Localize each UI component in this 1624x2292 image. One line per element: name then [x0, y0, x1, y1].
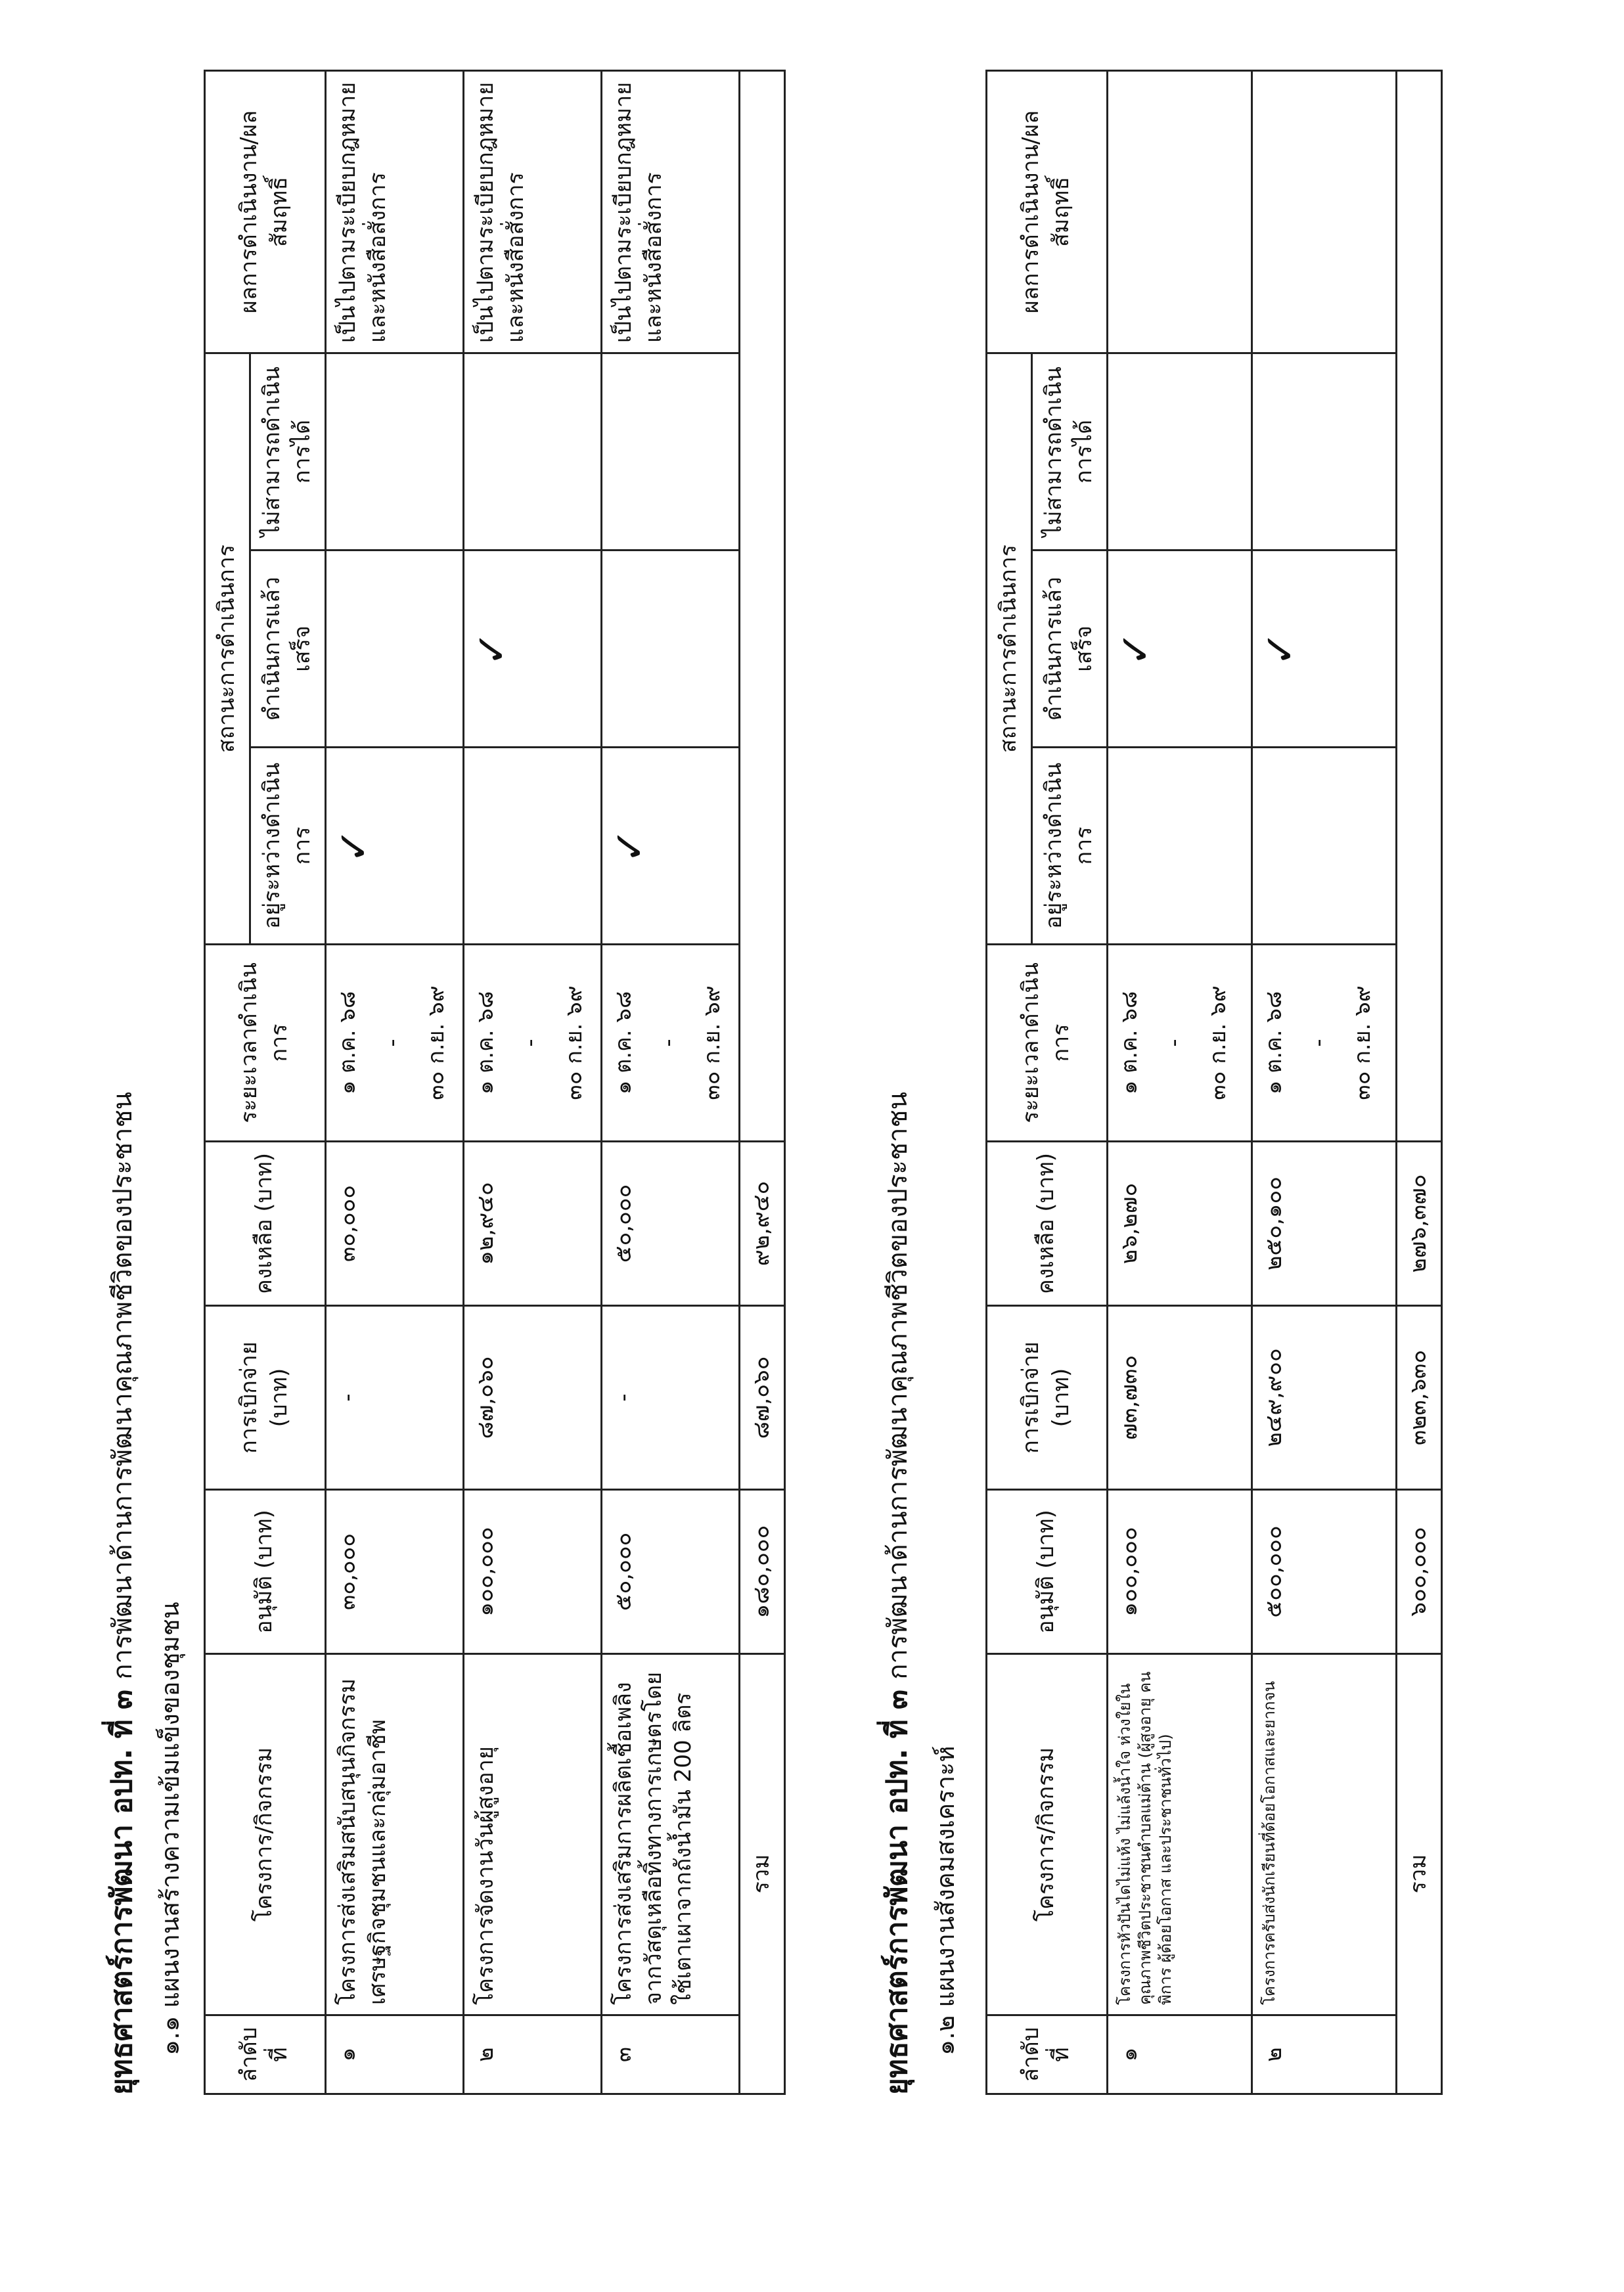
section2-heading	[874, 1092, 965, 2095]
header-remain: คงเหลือ (บาท)	[205, 1142, 326, 1306]
header-no: ลำดับที่	[205, 2015, 326, 2094]
total-spent: ๘๗,๐๖๐	[739, 1306, 784, 1490]
row-period	[601, 945, 739, 1142]
total-label: รวม	[1396, 1654, 1441, 2094]
row-no: ๒	[1252, 2015, 1396, 2094]
header-in-progress: อยู่ระหว่างดำเนินการ	[1031, 748, 1107, 945]
row-spent: -	[325, 1306, 463, 1490]
row-result: เป็นไปตามระเบียบกฎหมายและหนังสือสั่งการ	[325, 71, 463, 353]
row-in-progress	[325, 748, 463, 945]
row-in-progress	[463, 748, 601, 945]
header-period: ระยะเวลาดำเนินการ	[987, 945, 1108, 1142]
row-remain: ๑๒,๙๔๐	[463, 1142, 601, 1306]
check-mark-icon: ✓	[605, 828, 654, 864]
period-dash: -	[378, 1039, 405, 1047]
header-project: โครงการ/กิจกรรม	[987, 1654, 1108, 2015]
header-done: ดำเนินการแล้วเสร็จ	[1031, 551, 1107, 748]
total-empty	[1396, 71, 1441, 1142]
check-mark-icon: ✓	[1111, 631, 1160, 667]
total-remain: ๒๗๖,๓๗๐	[1396, 1142, 1441, 1306]
row-cannot	[463, 353, 601, 551]
period-dash: -	[654, 1039, 681, 1047]
row-spent: ๗๓,๗๓๐	[1107, 1306, 1252, 1490]
table-row	[1252, 71, 1396, 2094]
row-no: ๓	[601, 2015, 739, 2094]
total-label: รวม	[739, 1654, 784, 2094]
row-remain: ๓๐,๐๐๐	[325, 1142, 463, 1306]
section1-plan: ๑.๑ แผนงานสร้างความเข้มแข็งของชุมชน	[156, 1602, 185, 2056]
header-spent: การเบิกจ่าย (บาท)	[987, 1306, 1108, 1490]
period-start: ๑ ต.ค. ๖๘	[334, 991, 361, 1095]
row-done	[1252, 551, 1396, 748]
header-no: ลำดับที่	[987, 2015, 1108, 2094]
row-result: เป็นไปตามระเบียบกฎหมายและหนังสือสั่งการ	[463, 71, 601, 353]
row-no: ๑	[1107, 2015, 1252, 2094]
total-empty	[739, 71, 784, 1142]
header-status: สถานะการดำเนินการ	[205, 353, 250, 945]
period-end: ๓๐ ก.ย. ๖๙	[1349, 985, 1376, 1100]
total-spent: ๓๒๓,๖๓๐	[1396, 1306, 1441, 1490]
row-remain: ๒๕๐,๑๐๐	[1252, 1142, 1396, 1306]
total-row	[1396, 71, 1441, 2094]
header-project: โครงการ/กิจกรรม	[205, 1654, 326, 2015]
period-dash: -	[516, 1039, 543, 1047]
section1-heading	[99, 1092, 190, 2095]
row-approved: ๕๐,๐๐๐	[601, 1490, 739, 1654]
header-status: สถานะการดำเนินการ	[987, 353, 1032, 945]
period-start: ๑ ต.ค. ๖๘	[472, 991, 499, 1095]
header-remain: คงเหลือ (บาท)	[987, 1142, 1108, 1306]
table-row	[601, 71, 739, 2094]
row-project: โครงการครับส่งนักเรียนที่ด้อยโอกาสและยากจน	[1252, 1654, 1396, 2015]
header-cannot: ไม่สามารถดำเนินการได้	[250, 353, 325, 551]
table-row	[325, 71, 463, 2094]
period-start: ๑ ต.ค. ๖๘	[1116, 991, 1142, 1095]
period-dash: -	[1305, 1039, 1332, 1047]
row-spent: -	[601, 1306, 739, 1490]
row-in-progress	[1107, 748, 1252, 945]
row-cannot	[1252, 353, 1396, 551]
row-spent: ๒๔๙,๙๐๐	[1252, 1306, 1396, 1490]
total-approved: ๑๘๐,๐๐๐	[739, 1490, 784, 1654]
row-done	[1107, 551, 1252, 748]
row-result	[1252, 71, 1396, 353]
period-start: ๑ ต.ค. ๖๘	[1260, 991, 1287, 1095]
row-done	[325, 551, 463, 748]
header-period: ระยะเวลาดำเนินการ	[205, 945, 326, 1142]
table-row	[463, 71, 601, 2094]
row-period	[325, 945, 463, 1142]
header-result: ผลการดำเนินงาน/ผลสัมฤทธิ์	[987, 71, 1108, 353]
row-done	[463, 551, 601, 748]
header-result: ผลการดำเนินงาน/ผลสัมฤทธิ์	[205, 71, 326, 353]
section2-title: ยุทธศาสตร์การพัฒนา อปท. ที่ ๓ การพัฒนาด้านการพัฒนาคุณภาพชีวิตของประชาชน	[880, 1091, 914, 2095]
section1-title: ยุทธศาสตร์การพัฒนา อปท. ที่ ๓ การพัฒนาด้านการพัฒนาคุณภาพชีวิตของประชาชน	[105, 1091, 139, 2095]
row-remain: ๕๐,๐๐๐	[601, 1142, 739, 1306]
check-mark-icon: ✓	[329, 828, 378, 864]
check-mark-icon: ✓	[1255, 631, 1305, 667]
row-cannot	[601, 353, 739, 551]
period-start: ๑ ต.ค. ๖๘	[610, 991, 637, 1095]
row-done	[601, 551, 739, 748]
row-no: ๑	[325, 2015, 463, 2094]
total-remain: ๙๒,๙๔๐	[739, 1142, 784, 1306]
period-end: ๓๐ ก.ย. ๖๙	[1205, 985, 1232, 1100]
header-done: ดำเนินการแล้วเสร็จ	[250, 551, 325, 748]
check-mark-icon: ✓	[467, 631, 516, 667]
row-period	[463, 945, 601, 1142]
total-row	[739, 71, 784, 2094]
section2-table	[985, 70, 1443, 2095]
period-end: ๓๐ ก.ย. ๖๙	[561, 985, 588, 1100]
row-project: โครงการส่งเสริมสนับสนุนกิจกรรมเศรษฐกิจชุมชนและกลุ่มอาชีพ	[325, 1654, 463, 2015]
row-approved: ๕๐๐,๐๐๐	[1252, 1490, 1396, 1654]
row-approved: ๑๐๐,๐๐๐	[1107, 1490, 1252, 1654]
row-project: โครงการหัวปันไดไม่แห้ง ไม่แล้งน้ำใจ ห่วงใยในคุณภาพชีวิตประชาชนตำบลแม่ต้าน (ผู้สูงอายุ คนพิการ ผู้ด้อยโอกาส และประชาชนทั่วไป)	[1107, 1654, 1252, 2015]
section1-table	[204, 70, 786, 2095]
section2-plan: ๑.๒ แผนงานสังคมสงเคราะห์	[931, 1745, 960, 2056]
header-approved: อนุมัติ (บาท)	[205, 1490, 326, 1654]
row-no: ๒	[463, 2015, 601, 2094]
row-remain: ๒๖,๒๗๐	[1107, 1142, 1252, 1306]
period-dash: -	[1160, 1039, 1187, 1047]
period-end: ๓๐ ก.ย. ๖๙	[423, 985, 450, 1100]
row-cannot	[325, 353, 463, 551]
row-in-progress	[1252, 748, 1396, 945]
table-row	[1107, 71, 1252, 2094]
row-in-progress	[601, 748, 739, 945]
header-in-progress: อยู่ระหว่างดำเนินการ	[250, 748, 325, 945]
row-result	[1107, 71, 1252, 353]
row-approved: ๑๐๐,๐๐๐	[463, 1490, 601, 1654]
row-spent: ๘๗,๐๖๐	[463, 1306, 601, 1490]
row-result: เป็นไปตามระเบียบกฎหมายและหนังสือสั่งการ	[601, 71, 739, 353]
period-end: ๓๐ ก.ย. ๖๙	[699, 985, 726, 1100]
row-project: โครงการส่งเสริมการผลิตเชื้อเพลิงจากวัสดุเหลือทิ้งทางการเกษตรโดยใช้เตาเผาจากถังน้ำมัน 200 ลิตร	[601, 1654, 739, 2015]
row-period	[1107, 945, 1252, 1142]
header-approved: อนุมัติ (บาท)	[987, 1490, 1108, 1654]
row-approved: ๓๐,๐๐๐	[325, 1490, 463, 1654]
row-cannot	[1107, 353, 1252, 551]
header-spent: การเบิกจ่าย (บาท)	[205, 1306, 326, 1490]
row-project: โครงการจัดงานวันผู้สูงอายุ	[463, 1654, 601, 2015]
total-approved: ๖๐๐,๐๐๐	[1396, 1490, 1441, 1654]
header-cannot: ไม่สามารถดำเนินการได้	[1031, 353, 1107, 551]
row-period	[1252, 945, 1396, 1142]
